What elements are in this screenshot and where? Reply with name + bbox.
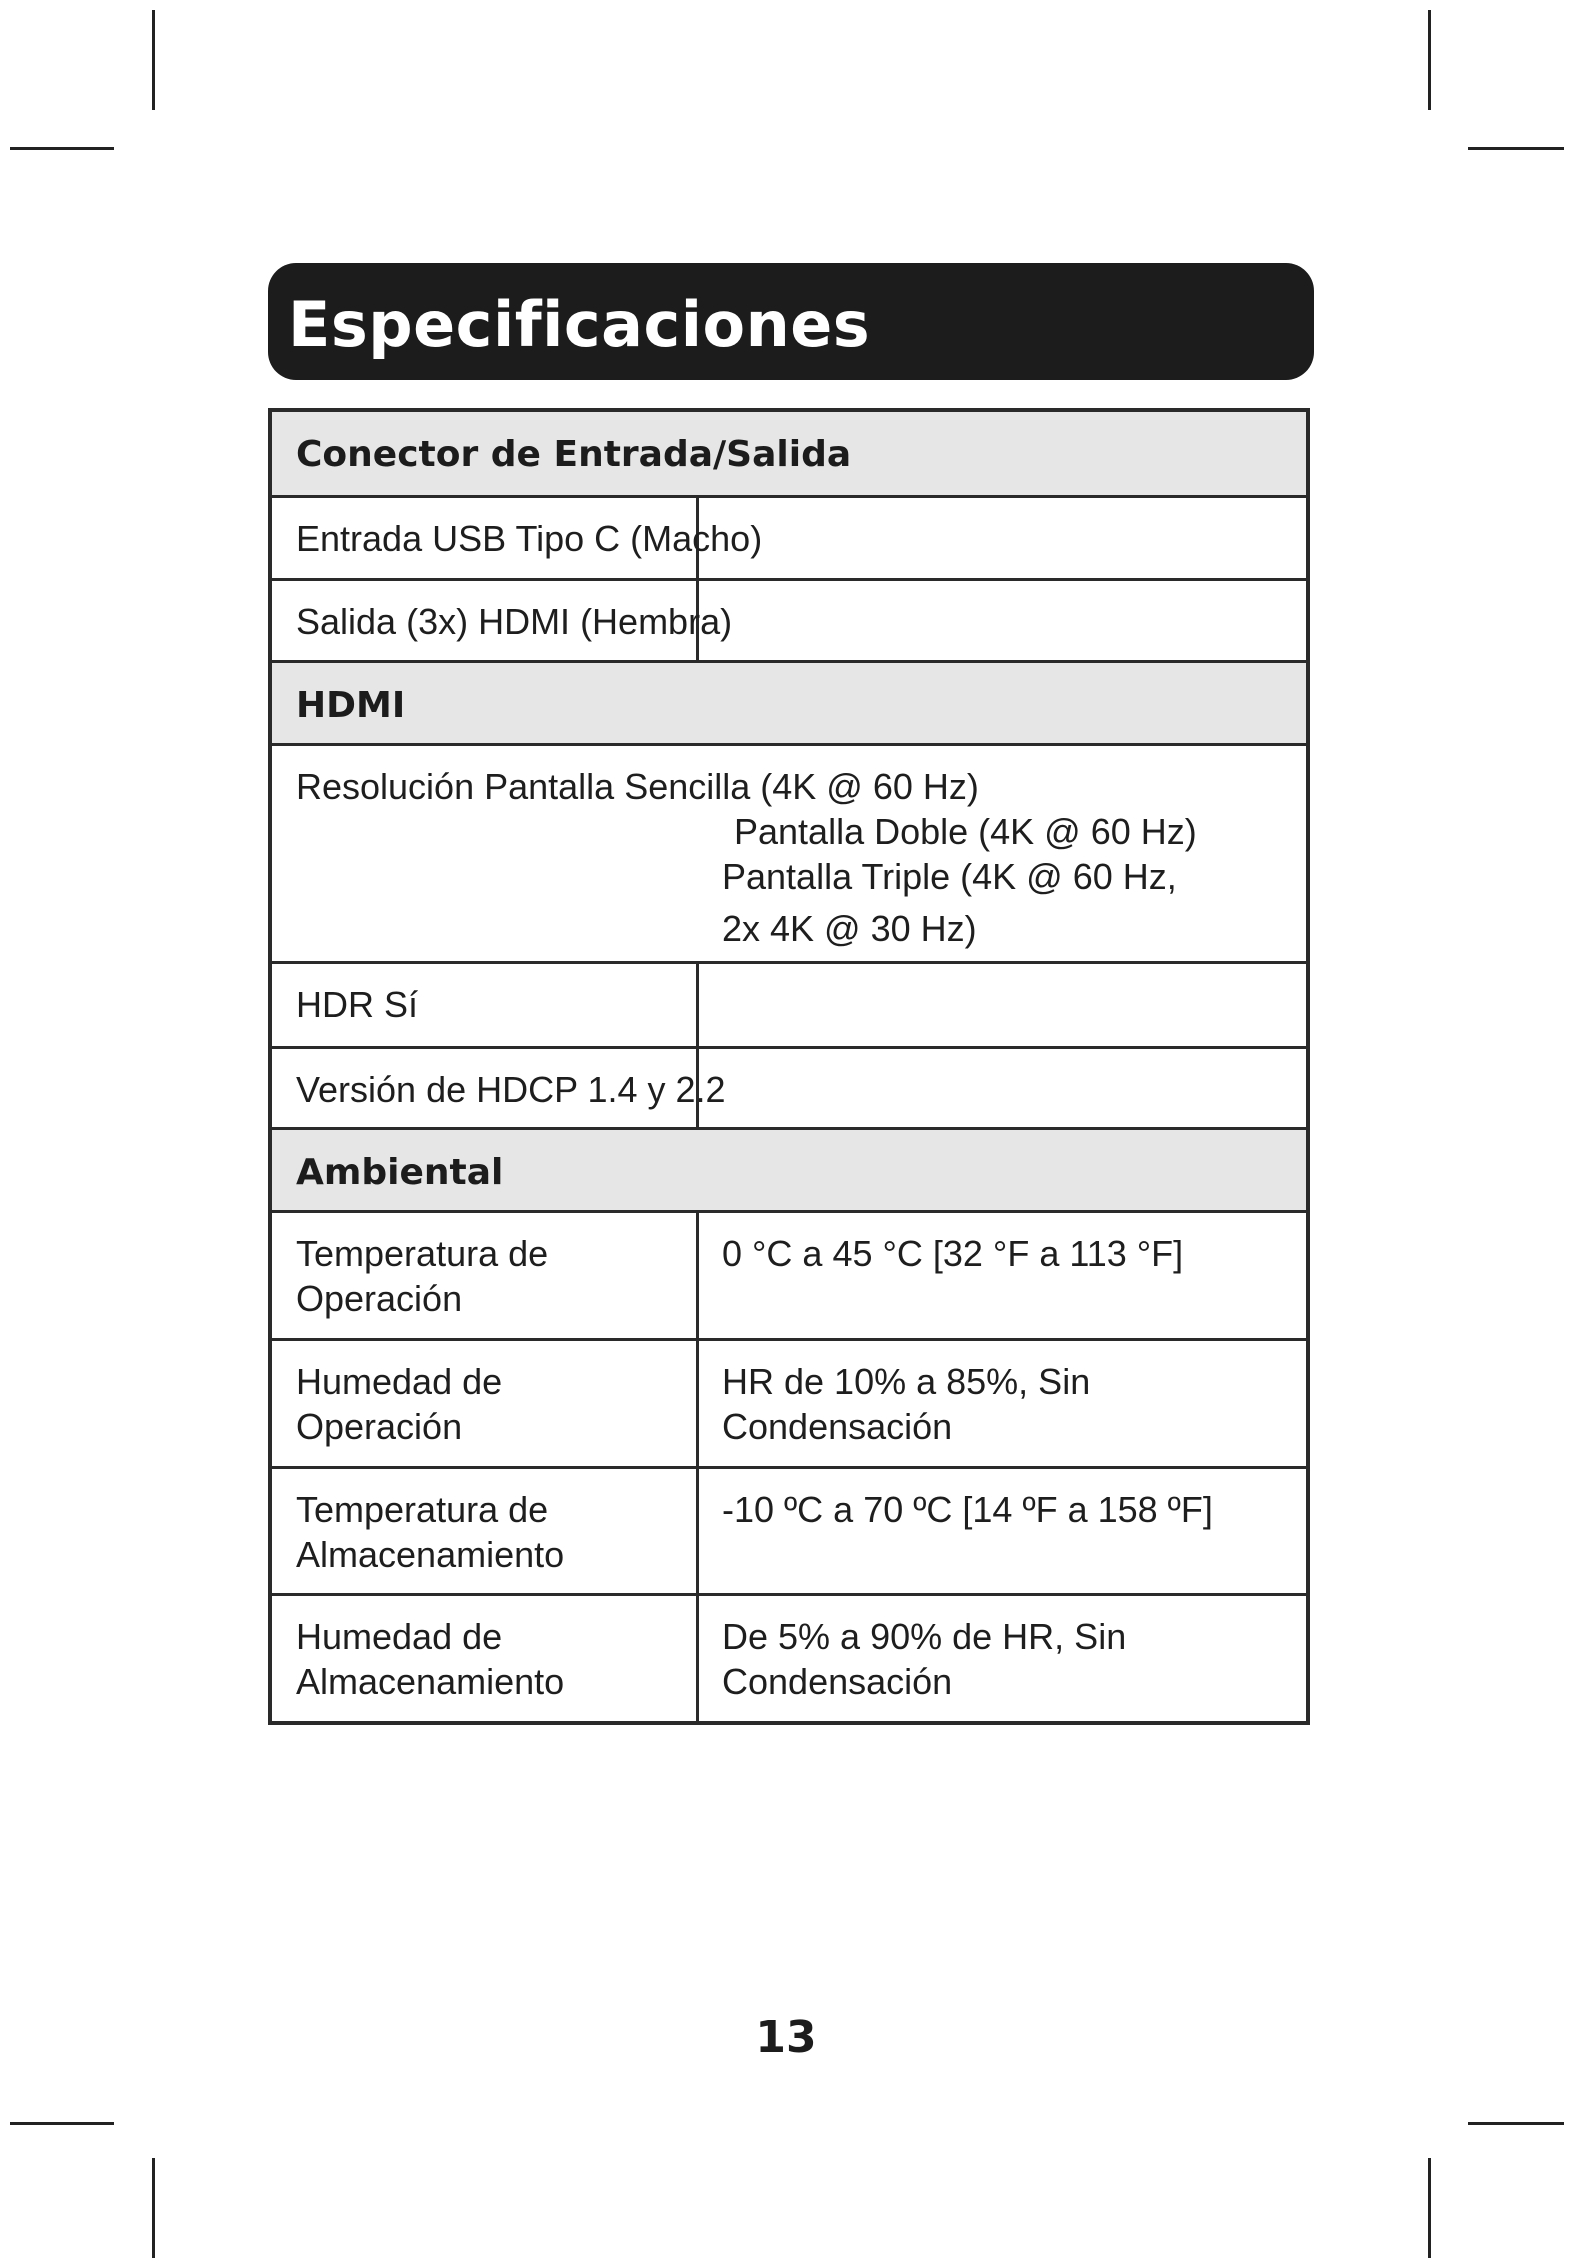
spec-label: Temperatura de Operación <box>296 1233 549 1319</box>
crop-mark <box>10 147 114 150</box>
page-number: 13 <box>755 2012 817 2063</box>
column-divider <box>696 1469 699 1596</box>
column-divider <box>696 1596 699 1724</box>
table-row <box>272 1046 1306 1127</box>
crop-mark <box>1468 147 1564 150</box>
crop-mark <box>152 10 155 110</box>
section-header-row <box>272 1127 1306 1210</box>
spec-label: Humedad de Operación <box>296 1361 503 1447</box>
section-label: HDMI <box>296 685 406 726</box>
spec-label: Entrada USB Tipo C (Macho) <box>296 518 763 559</box>
spec-value-line: Pantalla Doble (4K @ 60 Hz) <box>734 811 1197 852</box>
spec-value: -10 ºC a 70 ºC [14 ºF a 158 ºF] <box>722 1489 1213 1530</box>
spec-label: Salida (3x) HDMI (Hembra) <box>296 601 733 642</box>
spec-value-line: 2x 4K @ 30 Hz) <box>722 908 977 949</box>
crop-mark <box>10 2122 114 2125</box>
table-row <box>272 1338 1306 1466</box>
page-title: Especificaciones <box>288 288 871 361</box>
table-row <box>272 1466 1306 1593</box>
spec-label: Resolución Pantalla Sencilla (4K @ 60 Hz) <box>296 766 979 807</box>
column-divider <box>696 1213 699 1341</box>
crop-mark <box>1468 2122 1564 2125</box>
column-divider <box>696 964 699 1049</box>
table-row <box>272 495 1306 578</box>
spec-value: 0 °C a 45 °C [32 °F a 113 °F] <box>722 1233 1184 1274</box>
table-row <box>272 1210 1306 1338</box>
spec-label: Versión de HDCP 1.4 y 2.2 <box>296 1069 726 1110</box>
spec-label: HDR Sí <box>296 984 419 1025</box>
table-row <box>272 1593 1306 1721</box>
table-row <box>272 743 1306 961</box>
column-divider <box>696 1341 699 1469</box>
crop-mark <box>1428 2158 1431 2258</box>
section-label: Ambiental <box>296 1152 504 1193</box>
section-header-row <box>272 412 1306 495</box>
crop-mark <box>152 2158 155 2258</box>
section-header-row <box>272 660 1306 743</box>
table-row <box>272 578 1306 660</box>
section-header-bar <box>268 263 1314 380</box>
spec-table <box>268 408 1310 1725</box>
spec-label: Temperatura de Almacenamiento <box>296 1489 565 1575</box>
table-row <box>272 961 1306 1046</box>
crop-mark <box>1428 10 1431 110</box>
section-label: Conector de Entrada/Salida <box>296 434 852 475</box>
spec-value: De 5% a 90% de HR, Sin Condensación <box>722 1616 1127 1702</box>
spec-value: HR de 10% a 85%, Sin Condensación <box>722 1361 1091 1447</box>
spec-value-line: Pantalla Triple (4K @ 60 Hz, <box>722 856 1177 897</box>
spec-label: Humedad de Almacenamiento <box>296 1616 565 1702</box>
